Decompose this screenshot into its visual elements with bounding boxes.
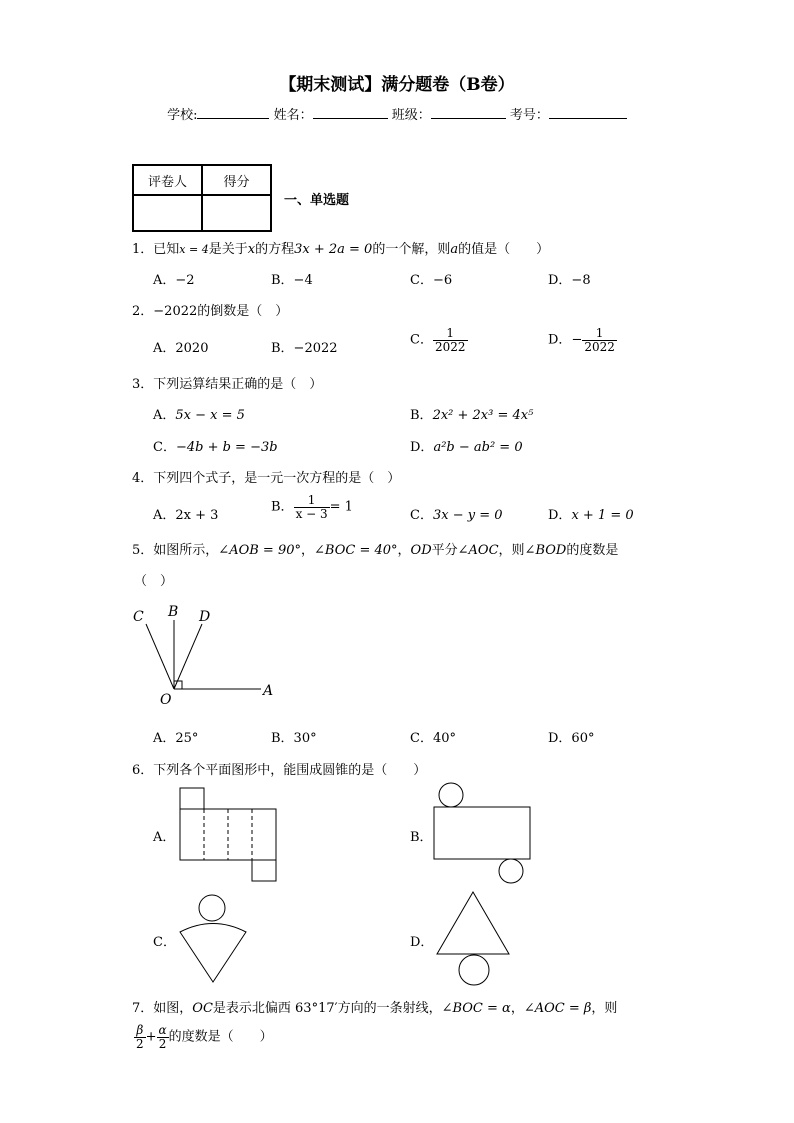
option-a[interactable]: A．−2 (153, 273, 195, 288)
school-label: 学校: (167, 108, 198, 123)
denominator: x − 3 (295, 506, 328, 521)
fraction-alpha (157, 1024, 169, 1050)
math: ∠BOC = 40° (314, 543, 398, 558)
denominator: 2022 (434, 339, 466, 354)
math: 5x − x = 5 (175, 408, 245, 423)
option-a[interactable]: A． (153, 830, 176, 845)
question-number: 6． (132, 763, 154, 778)
numerator: 1 (433, 327, 468, 341)
q-text: ， (510, 1001, 524, 1016)
label-c: C (133, 609, 144, 625)
q-text: 的度数是 (566, 543, 619, 558)
option-label: A． (153, 408, 176, 423)
math: ∠AOC (457, 543, 499, 558)
q-text: −2022的倒数是（ ） (153, 304, 289, 319)
figure-c-cone-net (180, 895, 246, 982)
q-text: 下列四个式子，是一元一次方程的是（ ） (153, 471, 401, 486)
math: −4b + b = −3b (175, 440, 278, 455)
math: x + 1 = 0 (571, 508, 634, 523)
q-text: 如图， (153, 1001, 193, 1016)
question-7 (132, 997, 617, 1016)
section-title: 一、单选题 (284, 193, 350, 208)
exam-no-label: 考号： (509, 108, 549, 123)
math: ∠BOC = α (441, 1001, 511, 1016)
math: OC (192, 1001, 213, 1016)
q-text: 的值是（ ） (458, 242, 550, 257)
option-d[interactable]: D．60° (548, 731, 595, 746)
option-label: C． (410, 508, 433, 523)
q-text: 是表示北偏西 63°17′方向的一条射线， (212, 1001, 442, 1016)
question-7-line2 (134, 1024, 273, 1050)
math: x = 4 (179, 243, 209, 256)
q-text: 平分 (431, 543, 458, 558)
option-b[interactable]: B．−4 (271, 273, 313, 288)
option-c[interactable]: C．40° (410, 731, 456, 746)
option-label: B． (271, 499, 294, 515)
figure-a-prism-net (180, 788, 276, 881)
page-title: 【期末测试】满分题卷（B卷） (279, 75, 515, 95)
denominator: 2 (136, 1036, 144, 1051)
option-label: C． (410, 332, 433, 348)
q-text: 的度数是（ ） (168, 1029, 273, 1045)
label-o: O (160, 692, 172, 708)
question-number: 2． (132, 304, 154, 319)
option-label: B． (410, 408, 433, 423)
math: 3x + 2a = 0 (294, 242, 373, 257)
label-b: B (168, 604, 179, 620)
option-b[interactable]: B．30° (271, 731, 317, 746)
class-label: 班级： (391, 108, 431, 123)
numerator: 1 (582, 327, 617, 341)
math: x (247, 242, 256, 257)
label-d: D (199, 609, 211, 625)
option-label: C． (153, 440, 176, 455)
option-a[interactable]: A．25° (153, 731, 199, 746)
option-label: D． (548, 332, 572, 348)
figure-d-triangle-circle (437, 892, 509, 985)
math: 2x + 3 (175, 508, 219, 523)
math: OD (410, 543, 432, 558)
question-number: 4． (132, 471, 154, 486)
question-number: 7． (132, 1001, 154, 1016)
q-text: 下列各个平面图形中，能围成圆锥的是（ ） (153, 763, 427, 778)
option-label: D． (410, 440, 434, 455)
label-a: A (263, 683, 274, 699)
q-text: 下列运算结果正确的是（ ） (153, 377, 323, 392)
numerator: β (134, 1024, 146, 1038)
score-header: 得分 (202, 165, 271, 195)
option-b[interactable]: B． (410, 830, 433, 845)
option-b[interactable]: B．−2022 (271, 341, 338, 356)
question-number: 1． (132, 242, 154, 257)
option-d[interactable]: D．−8 (548, 273, 591, 288)
question-number: 3． (132, 377, 154, 392)
grader-header: 评卷人 (133, 165, 202, 195)
q-text: 已知 (153, 242, 180, 257)
question-number: 5． (132, 543, 154, 558)
numerator: α (158, 1023, 167, 1037)
q-text: 的方程 (255, 242, 295, 257)
sign: − (571, 332, 583, 348)
numerator: 1 (294, 494, 330, 508)
math: = 1 (329, 499, 353, 515)
q-text: ， (301, 543, 315, 558)
math: 3x − y = 0 (432, 508, 503, 523)
name-label: 姓名： (273, 108, 313, 123)
option-a[interactable]: A．2020 (153, 341, 209, 356)
math: ∠BOD (524, 543, 567, 558)
fraction-beta (134, 1024, 146, 1050)
denominator: 2022 (584, 339, 615, 354)
math: ∠AOB = 90° (218, 543, 301, 558)
q-text: ，则 (591, 1001, 618, 1016)
q-text: ，则 (498, 543, 525, 558)
q-text: ， (397, 543, 411, 558)
q-text: 是关于 (208, 242, 248, 257)
option-c[interactable]: C．−6 (410, 273, 453, 288)
option-d[interactable]: D． (410, 935, 434, 950)
answer-paren: （ ） (134, 574, 174, 589)
math: a²b − ab² = 0 (433, 440, 523, 455)
q-text: 的一个解，则 (372, 242, 451, 257)
math: 2x² + 2x³ = 4x⁵ (432, 408, 534, 423)
option-c[interactable]: C． (153, 935, 176, 950)
option-label: D． (548, 508, 572, 523)
math: ∠AOC = β (523, 1001, 592, 1016)
q-text: 如图所示， (153, 543, 219, 558)
math: a (450, 242, 459, 257)
plus-sign: + (145, 1029, 157, 1045)
option-label: A． (153, 508, 176, 523)
denominator: 2 (158, 1036, 167, 1051)
figure-b-cylinder-net (434, 783, 530, 883)
